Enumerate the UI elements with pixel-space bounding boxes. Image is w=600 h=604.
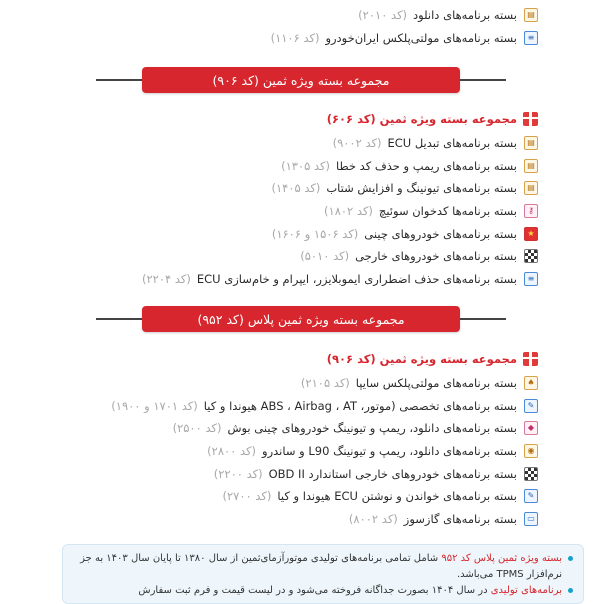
list-item[interactable] (38, 462, 538, 485)
item-code: (کد ۱۴۰۵) (271, 181, 321, 196)
item-label: بسته برنامه‌های خودروهای چینی (364, 226, 517, 241)
banner-line-right (460, 318, 506, 320)
item-code: (کد ۲۵۰۰) (172, 421, 222, 436)
list-item[interactable] (38, 417, 538, 440)
list-item[interactable] (38, 27, 538, 50)
tools-icon: ✎ (524, 489, 538, 503)
chip-icon: ◆ (524, 421, 538, 435)
list-item[interactable] (38, 395, 538, 418)
top-package-list (38, 4, 538, 49)
item-code: (کد ۲۷۰۰) (222, 489, 272, 504)
list-item[interactable] (38, 222, 538, 245)
banner-title: مجموعه بسته ویژه ثمین پلاس (کد ۹۵۲) (197, 311, 405, 327)
item-label: بسته برنامه‌های دانلود، ریمپ و تیونینگ خودروهای چینی بوش (227, 421, 517, 436)
list-item[interactable] (38, 155, 538, 178)
list-item[interactable] (38, 485, 538, 508)
item-label: بسته برنامه‌های خودروهای خارجی استاندارد OBD II (268, 466, 517, 481)
item-code: (کد ۱۷۰۱ و ۱۹۰۰) (111, 398, 198, 413)
list-item[interactable] (38, 200, 538, 223)
list-item[interactable] (38, 245, 538, 268)
item-code: (کد ۲۱۰۵) (300, 376, 350, 391)
note-highlight: بسته ویژه ثمین پلاس (473, 553, 562, 564)
item-code: (کد ۵۰۱۰) (300, 249, 350, 264)
info-note (62, 544, 584, 604)
item-label: بسته برنامه‌های دانلود، ریمپ و تیونینگ L90 و ساندرو (262, 444, 517, 459)
note-line (73, 583, 573, 599)
item-code: (کد ۸۰۰۲) (348, 511, 398, 526)
package-icon: ▤ (524, 8, 538, 22)
china-flag-icon: ★ (524, 227, 538, 241)
list-item[interactable] (38, 508, 538, 531)
package-icon: ▤ (524, 136, 538, 150)
section-banner-906 (142, 67, 460, 93)
car-icon: ◉ (524, 444, 538, 458)
gift-icon (523, 112, 538, 126)
section-subtitle-906 (327, 112, 538, 126)
checkered-flag-icon (524, 467, 538, 481)
key-icon: ⚷ (524, 204, 538, 218)
item-code: (کد ۹۰۰۲) (332, 136, 382, 151)
banner-title: مجموعه بسته ویژه ثمین (کد ۹۰۶) (212, 72, 390, 88)
list-item[interactable] (38, 372, 538, 395)
package-list-906 (38, 132, 538, 290)
note-text (138, 583, 562, 599)
bell-icon: ♠ (524, 376, 538, 390)
item-label: بسته برنامه‌های ریمپ و حذف کد خطا (335, 158, 517, 173)
item-label: بسته برنامه‌های گازسوز (403, 511, 517, 526)
tools-icon: ✎ (524, 399, 538, 413)
banner-line-right (460, 79, 506, 81)
item-code: (کد ۲۸۰۰) (207, 444, 257, 459)
banner-line-left (96, 79, 142, 81)
list-item[interactable] (38, 177, 538, 200)
item-code: (کد ۲۲۰۰) (213, 466, 263, 481)
package-list-952 (38, 372, 538, 530)
list-item[interactable] (38, 4, 538, 27)
note-rest: در سال ۱۴۰۴ بصورت جداگانه فروخته می‌شود و در لیست قیمت و فرم ثبت سفارش (138, 585, 488, 596)
item-label: بسته برنامه‌ها کدخوان سوئیچ (378, 204, 517, 219)
item-code: (کد ۱۸۰۲) (324, 204, 373, 219)
gift-icon (523, 352, 538, 366)
item-code: (کد ۱۱۰۶) (270, 30, 320, 45)
item-code: (کد ۱۵۰۶ و ۱۶۰۶) (271, 226, 359, 241)
package-icon: ▤ (524, 159, 538, 173)
list-item[interactable] (38, 268, 538, 291)
list-item[interactable] (38, 440, 538, 463)
list-item[interactable] (38, 132, 538, 155)
subtitle-text: مجموعه بسته ویژه ثمین (کد ۹۰۶) (326, 352, 517, 366)
bullet-icon (568, 588, 573, 593)
subtitle-text: مجموعه بسته ویژه ثمین (کد ۶۰۶) (326, 112, 517, 126)
note-text (73, 551, 562, 583)
item-label: بسته برنامه‌های خودروهای خارجی (355, 249, 517, 264)
item-label: بسته برنامه‌های تبدیل ECU (387, 136, 517, 151)
package-icon: ▤ (524, 181, 538, 195)
note-rest: شامل تمامی برنامه‌های تولیدی موتورآزمای‌ثمین از سال ۱۳۸۰ تا پایان سال ۱۴۰۳ به جز نرم‌افزار TPMS می‌باشد. (80, 553, 562, 580)
note-line (73, 551, 573, 583)
note-code: کد ۹۵۲ (441, 553, 471, 564)
banner-line-left (96, 318, 142, 320)
section-banner-952 (142, 306, 460, 332)
item-label: بسته برنامه‌های تیونینگ و افزایش شتاب (326, 181, 517, 196)
item-code: (کد ۲۲۰۴) (142, 271, 191, 286)
item-label: بسته برنامه‌های مولتی‌پلکس ایران‌خودرو (325, 30, 517, 45)
bullet-icon (568, 556, 573, 561)
gas-icon: ▭ (524, 512, 538, 526)
item-label: بسته برنامه‌های تخصصی (موتور، ABS ، Airbag ، AT هیوندا و کیا (203, 398, 517, 413)
item-label: بسته برنامه‌های حذف اضطراری ایموبلایزر، ایپرام و خام‌سازی ECU (196, 271, 517, 286)
note-highlight: برنامه‌های تولیدی (490, 585, 562, 596)
document-icon: ≡ (524, 31, 538, 45)
item-label: بسته برنامه‌های دانلود (413, 8, 517, 23)
document-icon: ≡ (524, 272, 538, 286)
item-code: (کد ۱۳۰۵) (281, 158, 330, 173)
checkered-flag-icon (524, 249, 538, 263)
item-label: بسته برنامه‌های خواندن و نوشتن ECU هیوندا و کیا (277, 489, 517, 504)
section-subtitle-952 (327, 352, 538, 366)
item-label: بسته برنامه‌های مولتی‌پلکس سایپا (355, 376, 517, 391)
item-code: (کد ۲۰۱۰) (358, 8, 408, 23)
